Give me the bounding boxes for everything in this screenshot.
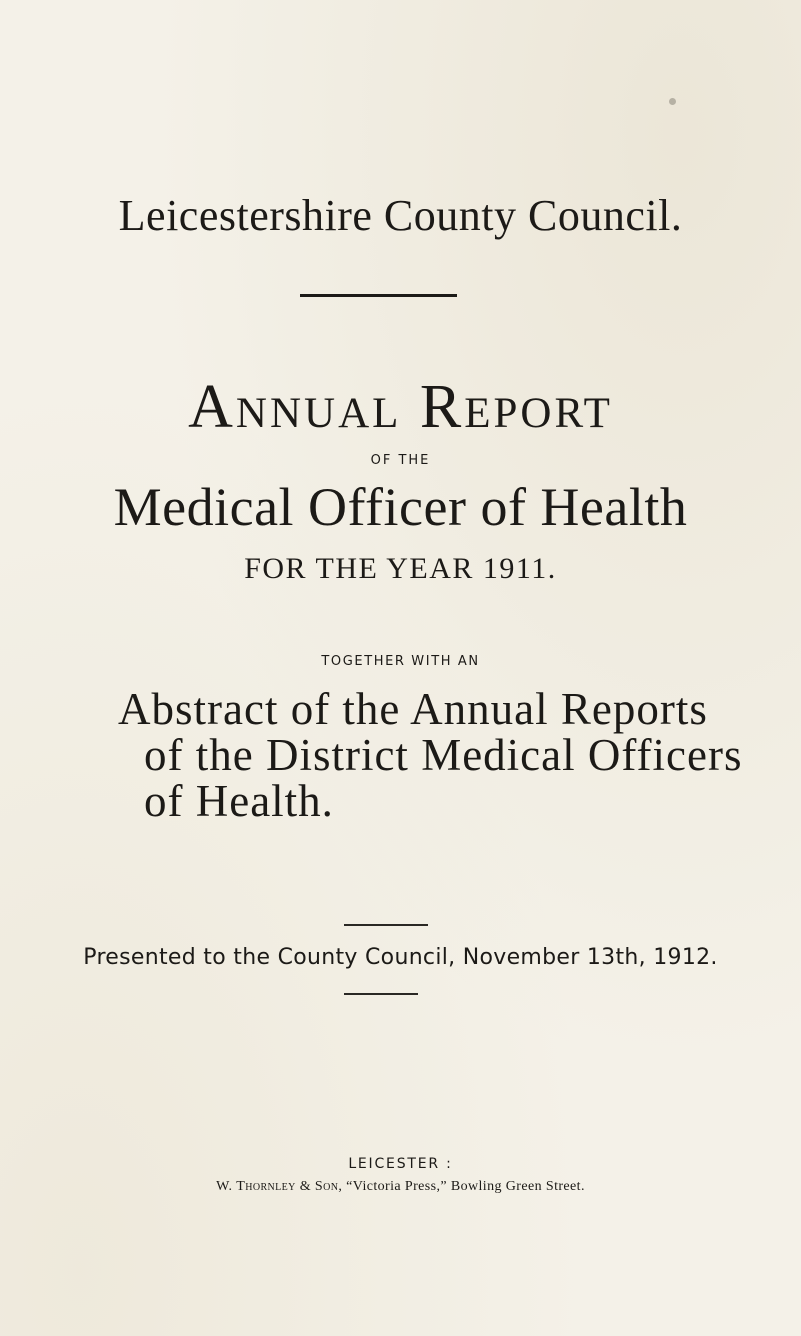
abstract-line-1: Abstract of the Annual Reports [118,684,708,734]
together-with-label: TOGETHER WITH AN [321,654,480,669]
abstract-line-3: of Health. [144,776,334,826]
printer-name: Thornley [236,1179,296,1194]
printer-prefix: W. [216,1179,233,1194]
imprint-printer [0,1179,801,1195]
printer-son: Son, [314,1179,343,1194]
presented-line: Presented to the County Council, November 13th, 1912. [83,945,718,970]
divider-rule-top [300,294,457,297]
of-the-label: OF THE [370,453,431,468]
report-title: Annual Report [188,373,613,441]
year-line: FOR THE YEAR 1911. [244,552,557,585]
subject-heading: Medical Officer of Health [113,477,688,537]
abstract-title [118,686,742,824]
council-heading: Leicestershire County Council. [118,191,683,240]
abstract-line-2: of the District Medical Officers [144,730,743,780]
imprint-place: LEICESTER : [348,1156,453,1172]
printer-amp: & [299,1179,311,1194]
paper-blemish [669,98,676,105]
divider-rule-middle [344,924,428,926]
divider-rule-bottom [344,993,418,995]
printer-address: “Victoria Press,” Bowling Green Street. [346,1179,585,1194]
